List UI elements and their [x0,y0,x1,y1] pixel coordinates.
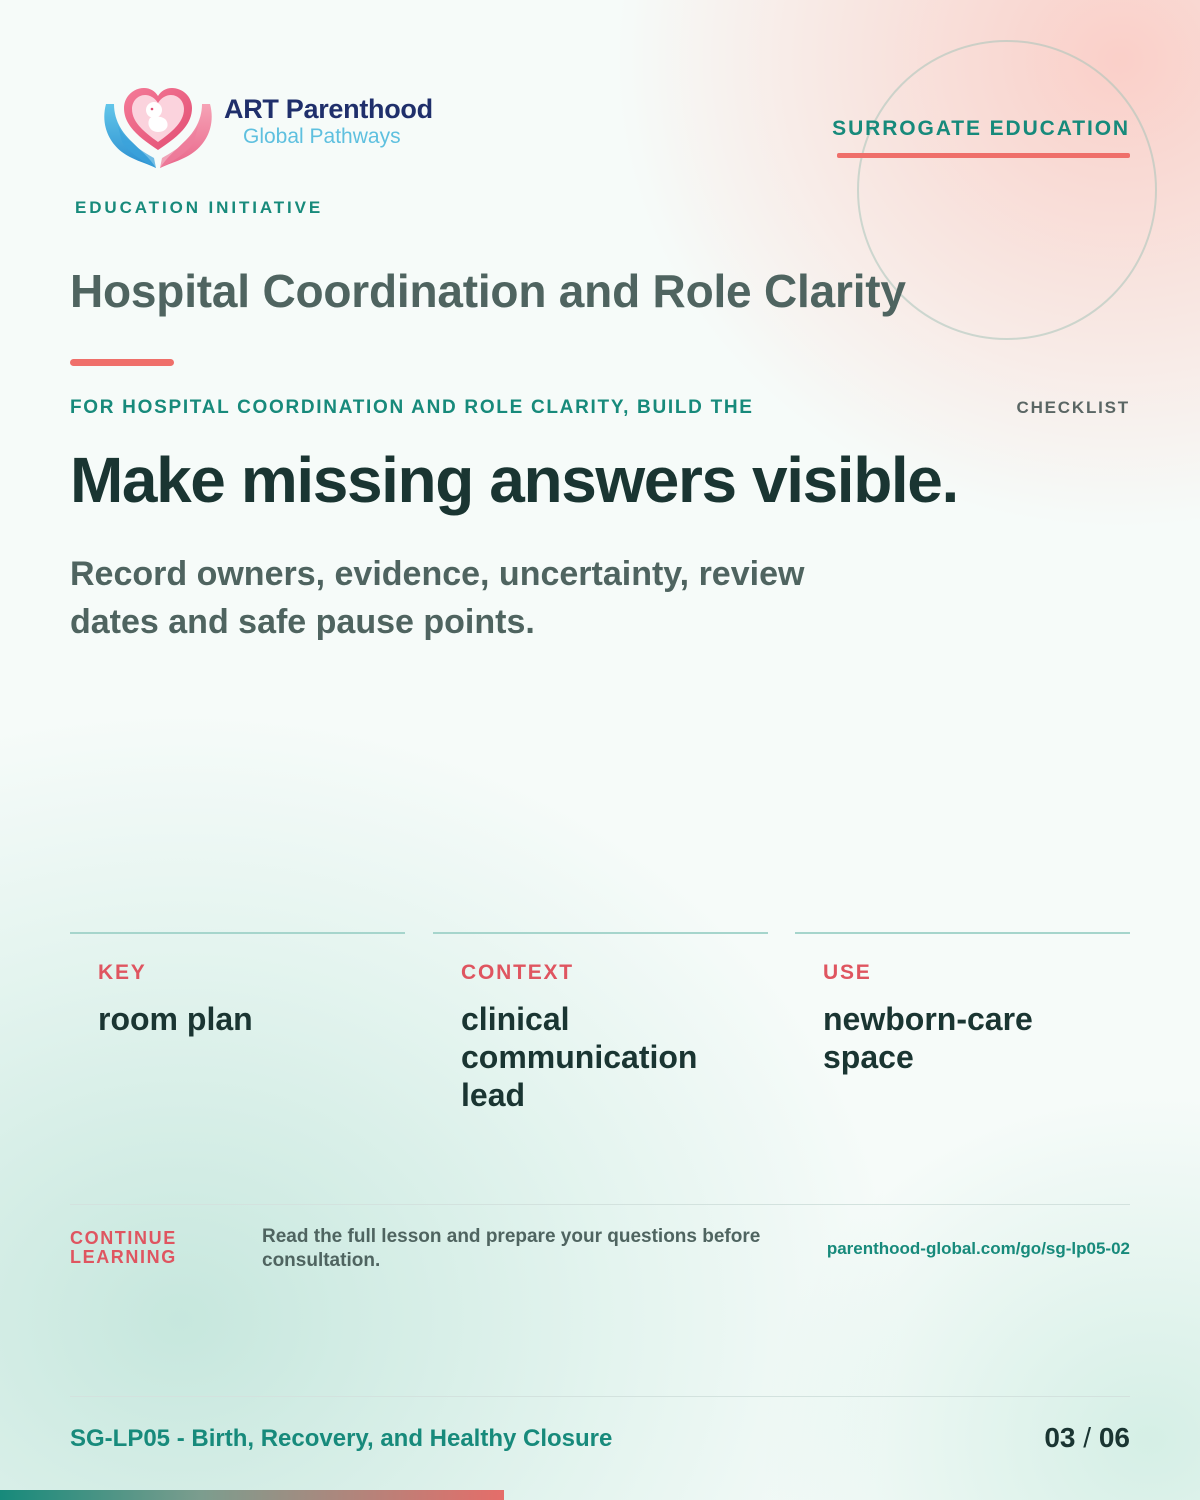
card-label: CONTEXT [461,961,574,984]
lede-text: Record owners, evidence, uncertainty, review dates and safe pause points. [70,555,805,641]
page-total: 06 [1098,1422,1130,1453]
page-title: Hospital Coordination and Role Clarity [70,265,906,317]
continue-label-line2: LEARNING [70,1247,177,1267]
card-label: KEY [98,961,147,984]
card-value: newborn-care space [823,1001,1033,1075]
section-type-label: CHECKLIST [1016,398,1130,417]
page-indicator [1044,1422,1130,1454]
continue-label-line1: CONTINUE [70,1228,177,1248]
brand-name: ART Parenthood [224,94,433,124]
continue-learning-text: Read the full lesson and prepare your questions before consultation. [262,1226,761,1271]
brand-subtitle: Global Pathways [243,125,401,148]
page-separator: / [1083,1422,1092,1453]
section-kicker: FOR HOSPITAL COORDINATION AND ROLE CLARITY, BUILD THE [70,397,754,418]
divider [70,1204,1130,1205]
continue-learning-label [70,1229,220,1267]
info-card-use [795,932,1130,1075]
info-card-context [433,932,768,1113]
card-label: USE [823,961,872,984]
card-value: clinical communication lead [461,1001,698,1113]
series-tag-underline [837,153,1130,158]
course-title: SG-LP05 - Birth, Recovery, and Healthy Closure [70,1425,613,1452]
card-value: room plan [98,1001,253,1037]
series-tag: SURROGATE EDUCATION [832,117,1130,140]
initiative-label: EDUCATION INITIATIVE [75,198,324,217]
heart-hands-baby-icon [100,74,216,170]
headline: Make missing answers visible. [70,444,958,516]
lesson-link[interactable]: parenthood-global.com/go/sg-lp05-02 [826,1239,1130,1258]
page-current: 03 [1044,1422,1076,1453]
title-accent-bar [70,359,174,366]
progress-bar [0,1490,504,1500]
divider [70,1396,1130,1397]
info-card-key [70,932,405,1037]
